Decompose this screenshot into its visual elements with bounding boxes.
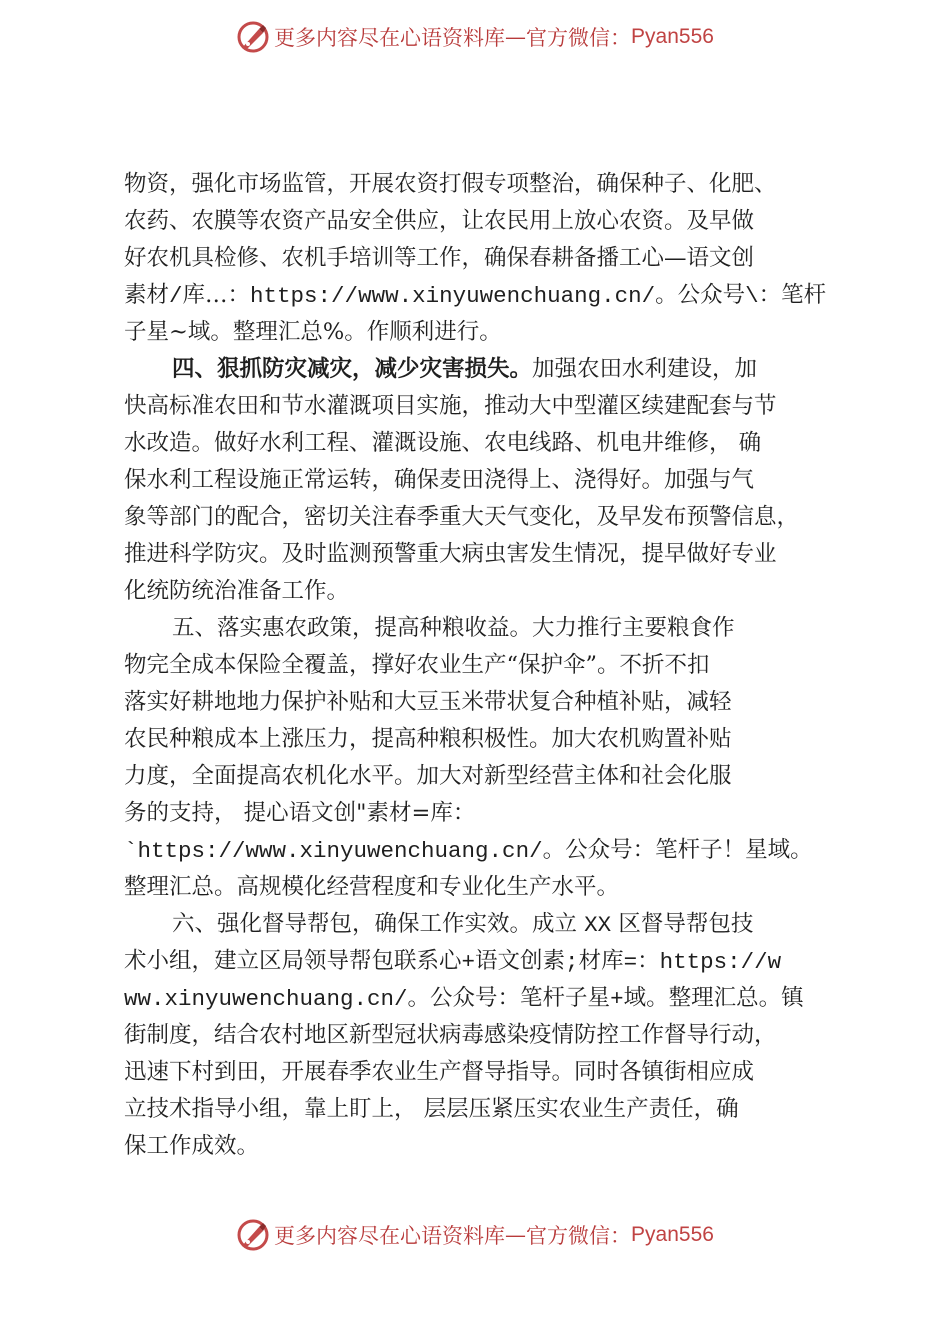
body-line-9: 保水利工程设施正常运转，确保麦田浇得上、浇得好。加强与气 — [124, 467, 755, 493]
body-line-4: 素材/库…：https://www.xinyuwenchuang.cn/。公众号\：笔杆 — [124, 282, 827, 309]
body-line-24: 街制度，结合农村地区新型冠状病毒感染疫情防控工作督导行动， — [124, 1022, 777, 1048]
header-wechat-id: Pyan556 — [631, 25, 714, 48]
body-line-6: 加强农田水利建设，加 — [532, 356, 758, 382]
body-line-7: 快高标准农田和节水灌溉项目实施，推动大中型灌区续建配套与节 — [124, 393, 777, 419]
body-line-20: 整理汇总。高规模化经营程度和专业化生产水平。 — [124, 874, 620, 900]
document-body — [124, 166, 864, 1165]
pen-logo-icon — [236, 20, 270, 54]
body-line-26: 立技术指导小组，靠上盯上， 层层压紧压实农业生产责任，确 — [124, 1096, 739, 1122]
body-line-14: 物完全成本保险全覆盖，撑好农业生产“保护伞”。不折不扣 — [124, 652, 710, 678]
body-line-21: 六、强化督导帮包，确保工作实效。成立 XX 区督导帮包技 — [172, 911, 754, 938]
body-line-15: 落实好耕地地力保护补贴和大豆玉米带状复合种植补贴，减轻 — [124, 689, 732, 715]
footer-banner — [0, 1215, 950, 1255]
section-4-first-line — [124, 351, 864, 388]
body-line-22: 术小组，建立区局领导帮包联系心+语文创素;材库=：https://w — [124, 948, 782, 975]
pen-logo-icon — [236, 1218, 270, 1252]
body-line-8: 水改造。做好水利工程、灌溉设施、农电线路、机电井维修， 确 — [124, 430, 762, 456]
body-line-18: 务的支持， 提心语文创"素材=库： — [124, 800, 476, 826]
body-line-3: 好农机具检修、农机手培训等工作，确保春耕备播工心—语文创 — [124, 245, 755, 271]
footer-banner-text: 更多内容尽在心语资料库 — [274, 1224, 506, 1248]
body-line-11: 推进科学防灾。及时监测预警重大病虫害发生情况，提早做好专业 — [124, 541, 777, 567]
header-wechat-label: 官方微信： — [526, 26, 632, 50]
body-line-10: 象等部门的配合，密切关注春季重大天气变化，及早发布预警信息， — [124, 504, 800, 530]
body-line-23: ww.xinyuwenchuang.cn/。公众号：笔杆子星+域。整理汇总。镇 — [124, 985, 804, 1012]
body-line-1: 物资，强化市场监管，开展农资打假专项整治，确保种子、化肥、 — [124, 171, 777, 197]
body-line-5: 子星~域。整理汇总%。作顺利进行。 — [124, 319, 502, 345]
footer-wechat-label: 官方微信： — [526, 1224, 632, 1248]
section-4-heading: 四、狠抓防灾减灾，减少灾害损失。 — [172, 356, 533, 382]
body-line-12: 化统防统治准备工作。 — [124, 578, 350, 604]
body-line-17: 力度，全面提高农机化水平。加大对新型经营主体和社会化服 — [124, 763, 732, 789]
header-separator: — — [505, 25, 527, 49]
body-line-27: 保工作成效。 — [124, 1133, 260, 1159]
header-banner-text: 更多内容尽在心语资料库 — [274, 26, 506, 50]
header-banner — [0, 17, 950, 57]
footer-wechat-id: Pyan556 — [631, 1223, 714, 1246]
footer-separator: — — [505, 1223, 527, 1247]
body-line-19: `https://www.xinyuwenchuang.cn/。公众号：笔杆子！星域。 — [124, 837, 813, 864]
body-line-13: 五、落实惠农政策，提高种粮收益。大力推行主要粮食作 — [172, 615, 735, 641]
body-line-25: 迅速下村到田，开展春季农业生产督导指导。同时各镇街相应成 — [124, 1059, 755, 1085]
body-line-2: 农药、农膜等农资产品安全供应，让农民用上放心农资。及早做 — [124, 208, 755, 234]
body-line-16: 农民种粮成本上涨压力，提高种粮积极性。加大农机购置补贴 — [124, 726, 732, 752]
